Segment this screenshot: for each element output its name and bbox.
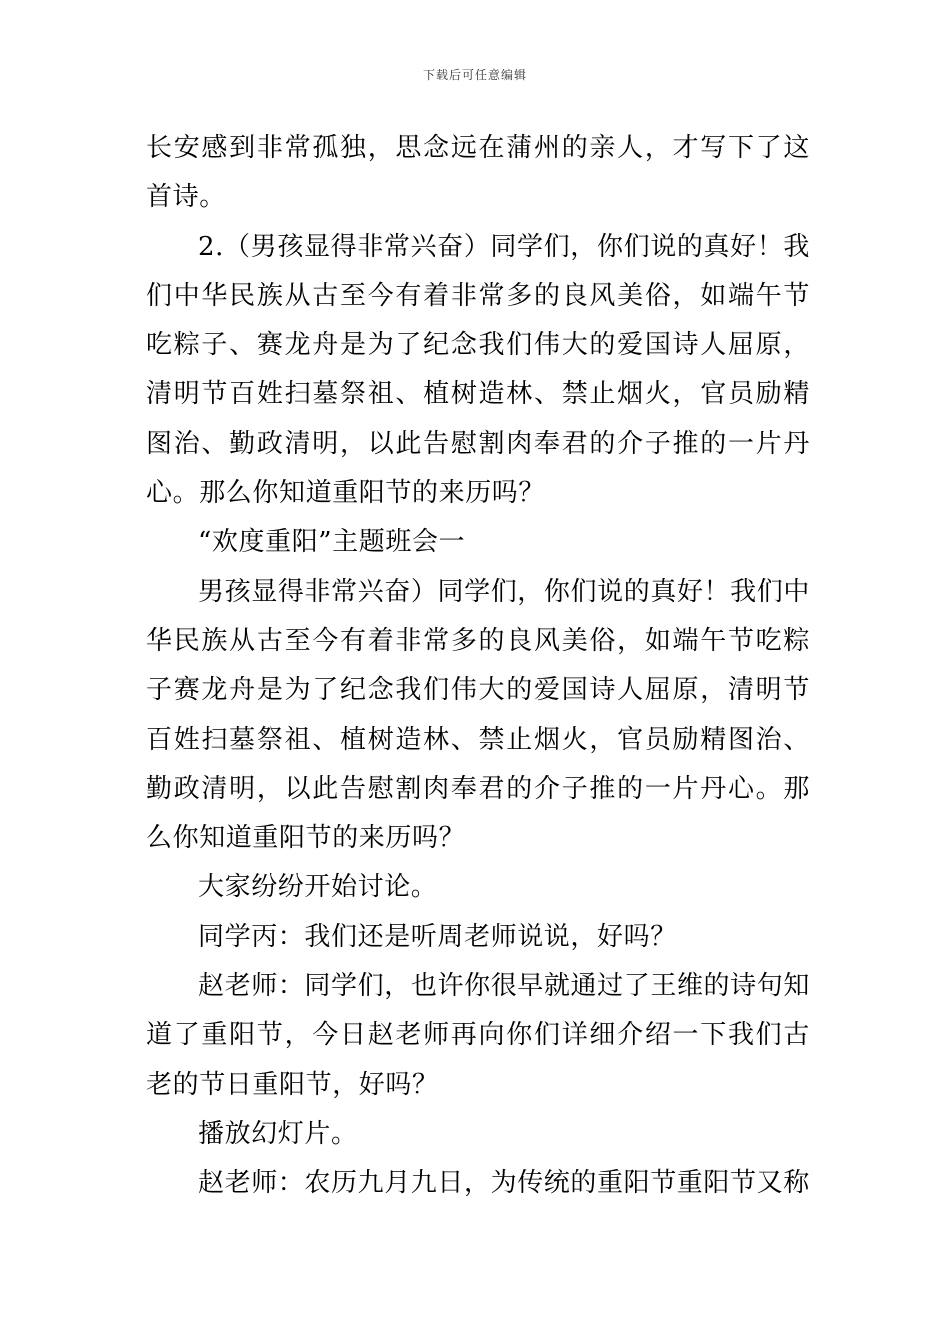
paragraph: 赵老师：农历九月九日，为传统的重阳节重阳节又称 bbox=[198, 1168, 810, 1199]
document-body bbox=[146, 124, 810, 1209]
paragraph: 播放幻灯片。 bbox=[198, 1118, 358, 1149]
paragraph: 男孩显得非常兴奋）同学们，你们说的真好！我们中华民族从古至今有着非常多的良风美俗，如端午节吃粽子赛龙舟是为了纪念我们伟大的爱国诗人屈原，清明节百姓扫墓祭祖、植树造林、禁止烟火，官员励精图治、勤政清明，以此告慰割肉奉君的介子推的一片丹心。那么你知道重阳节的来历吗？ bbox=[146, 576, 810, 854]
page-header: 下载后可任意编辑 bbox=[422, 68, 527, 82]
paragraph: 大家纷纷开始讨论。 bbox=[198, 872, 438, 903]
paragraph: “欢度重阳”主题班会一 bbox=[198, 527, 466, 558]
paragraph: 长安感到非常孤独，思念远在蒲州的亲人，才写下了这首诗。 bbox=[146, 133, 810, 213]
paragraph: 同学丙：我们还是听周老师说说，好吗？ bbox=[198, 921, 677, 952]
paragraph: 2.（男孩显得非常兴奋）同学们，你们说的真好！我们中华民族从古至今有着非常多的良风美俗，如端午节吃粽子、赛龙舟是为了纪念我们伟大的爱国诗人屈原，清明节百姓扫墓祭祖、植树造林、禁止烟火，官员励精图治、勤政清明，以此告慰割肉奉君的介子推的一片丹心。那么你知道重阳节的来历吗？ bbox=[146, 231, 810, 509]
paragraph: 赵老师：同学们，也许你很早就通过了王维的诗句知道了重阳节，今日赵老师再向你们详细介绍一下我们古老的节日重阳节，好吗？ bbox=[146, 971, 810, 1100]
